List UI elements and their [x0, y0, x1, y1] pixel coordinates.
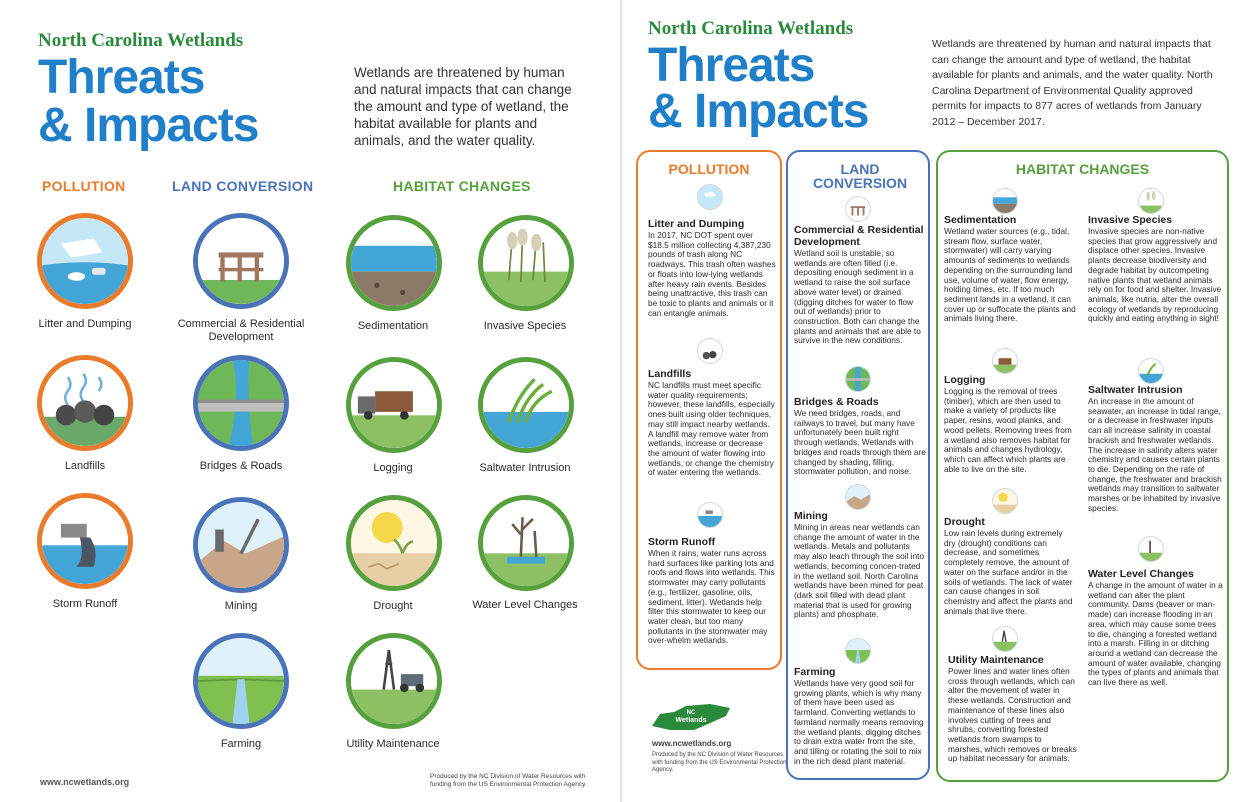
farming-illustration: [193, 633, 289, 729]
page-title-line2: & Impacts: [648, 85, 869, 138]
entry-development: Commercial & Residential Development Wetland soil is unstable, so wetlands are often filled (i.e. depositing enough sediment in a wetland to raise the soil surface above water level) or drained (digging ditches for water to flow out of wetlands) prior to construction. Both can change the plants and animals that are able to survive in the new conditions.: [794, 224, 924, 346]
entry-utility: Utility Maintenance Power lines and water lines often cross through wetlands, which can alter the movement of water in these wetlands. Construction and maintenance of these lines also involves cutting of trees and shrubs, converting forested wetlands from swamps to marshes, which removes or breaks up habitat necessary for animals.: [948, 654, 1077, 764]
logo-wetlands-text: Wetlands: [675, 717, 707, 724]
category-pollution: POLLUTION: [42, 178, 126, 194]
entry-landfills: Landfills NC landfills must meet specific water quality requirements; however, these landfills, especially ones built using older techniques, may still impact nearby wetlands. A landfill may remove water from wetlands, increase or decrease the amount of water flowing into wetlands, or change the chemistry of water entering the wetlands.: [648, 368, 775, 478]
label-invasive: Invasive Species: [483, 320, 567, 332]
logging-illustration: [346, 357, 442, 453]
habitat-box-title: HABITAT CHANGES: [1015, 161, 1150, 177]
land-box-title: LAND CONVERSION: [812, 161, 908, 191]
entry-invasive: Invasive Species Invasive species are non-native species that grow aggressively and displace other species. Invasive plants decrease biodiversity and degrade habitat by outcompeting native plants that wetland animals rely on for food and shelter. Invasive animals, like nutria, alter the overall ecology of wetlands by reproducing quickly and eating anything in sight!: [1088, 214, 1222, 324]
mining-mini-icon: [845, 484, 871, 510]
landfills-illustration: [37, 355, 133, 451]
utility-illustration: [346, 633, 442, 729]
left-page: [0, 0, 620, 802]
label-landfills: Landfills: [64, 460, 106, 472]
drought-illustration: [346, 495, 442, 591]
label-litter: Litter and Dumping: [38, 318, 132, 330]
bridges-illustration: [193, 355, 289, 451]
label-commercial: Commercial & Residential Development: [177, 318, 305, 343]
credit-text: Produced by the NC Division of Water Resources with funding from the US Environmental Protection Agency.: [652, 752, 787, 773]
label-storm-runoff: Storm Runoff: [52, 598, 118, 610]
saltwater-mini-icon: [1138, 358, 1164, 384]
label-saltwater: Saltwater Intrusion: [479, 462, 571, 474]
water-level-mini-icon: [1138, 536, 1164, 562]
litter-illustration: [37, 213, 133, 309]
invasive-illustration: [478, 215, 574, 311]
page-title-line1: Threats: [648, 39, 815, 92]
label-farming: Farming: [220, 738, 262, 750]
nc-wetlands-logo: [650, 700, 732, 734]
invasive-mini-icon: [1138, 188, 1164, 214]
org-name: North Carolina Wetlands: [38, 30, 244, 51]
entry-logging: Logging Logging is the removal of trees (timber), which are then used to make a variety of products like paper, resins, wood planks, and wood pellets. Removing trees from a wetland also removes habitat for animals and changes hydrology, which can affect which plants are able to live on the site.: [944, 374, 1072, 474]
label-drought: Drought: [373, 600, 413, 612]
entry-bridges: Bridges & Roads We need bridges, roads, and railways to travel, but many have unfortunately been built right through wetlands. Wetlands with bridges and roads through them are changed by shading, filling, stormwater pollution, and noise.: [794, 396, 926, 477]
entry-farming: Farming Wetlands have very good soil for growing plants, which is why many of them have been used as farmland. Converting wetlands to farmland normally means removing the wetland plants, digging ditches to drain extra water from the site, and tilling or rotating the soil to mix in the rich dead plant material.: [794, 666, 924, 766]
logo-nc-text: NC: [686, 710, 696, 716]
bridges-mini-icon: [845, 366, 871, 392]
logging-mini-icon: [992, 348, 1018, 374]
label-mining: Mining: [224, 600, 258, 612]
habitat-changes-box: [936, 150, 1229, 782]
farming-mini-icon: [845, 638, 871, 664]
entry-mining: Mining Mining in areas near wetlands can change the amount of water in the wetlands. Metals and pollutants may also leach through the soil into wetlands, becoming concen-trated in the wetland soil. North Carolina wetlands have been mined for peat (dark soil filled with dead plant material that is used for growing plants) and phosphate.: [794, 510, 925, 620]
development-mini-icon: [845, 196, 871, 222]
pollution-box-title: POLLUTION: [668, 161, 750, 177]
category-habitat-changes: HABITAT CHANGES: [393, 178, 531, 194]
sedimentation-illustration: [346, 215, 442, 311]
development-illustration: [193, 213, 289, 309]
intro-text: Wetlands are threatened by human and natural impacts that can change the amount and type of wetland, the habitat available for plants and animals, and the water quality. North Carolina Department of Environmental Quality approved permits for impacts to 877 acres of wetlands from January 2012 – December 2017.: [932, 38, 1213, 128]
entry-litter: Litter and Dumping In 2017, NC DOT spent over $18.5 million collecting 4,387,230 pounds of trash along NC roadways. This trash often washes or floats into low-lying wetlands after heavy rain events. Besides being unattractive, this trash can be toxic to plants and animals or it can entangle animals.: [648, 218, 776, 318]
intro-text: Wetlands are threatened by human and natural impacts that can change the amount and type of wetland, the habitat available for plants and animals, and the water quality.: [354, 65, 572, 148]
label-water-level: Water Level Changes: [472, 599, 578, 611]
entry-storm-runoff: Storm Runoff When it rains, water runs across hard surfaces like parking lots and roofs and flows into wetlands. This stormwater may carry pollutants (e.g., fertilizer, gasoline, oils, sediment, litter). Wetlands help filter this stormwater to keep our water clean, but too many pollutants in the stormwater may over-whelm wetlands.: [648, 536, 775, 646]
right-page: [622, 0, 1242, 802]
website-link[interactable]: www.ncwetlands.org: [652, 739, 732, 748]
credit-text: Produced by the NC Division of Water Resources with funding from the US Environmental Protection Agency.: [430, 773, 587, 788]
label-utility: Utility Maintenance: [346, 738, 440, 750]
label-sedimentation: Sedimentation: [357, 320, 429, 332]
entry-water-level: Water Level Changes A change in the amount of water in a wetland can alter the plant community. Dams (beaver or man-made) can increase flooding in an area, which may cause some trees to die, changing a forested wetland into a marsh. Filling in or ditching around a wetland can decrease the amount of water available, changing the types of plants and animals that can live there as well.: [1088, 568, 1223, 688]
website-link[interactable]: www.ncwetlands.org: [40, 777, 130, 787]
landfills-mini-icon: [697, 338, 723, 364]
label-bridges: Bridges & Roads: [199, 460, 283, 472]
mining-illustration: [193, 497, 289, 593]
storm-runoff-illustration: [37, 493, 133, 589]
sedimentation-mini-icon: [992, 188, 1018, 214]
org-name: North Carolina Wetlands: [648, 18, 854, 39]
drought-mini-icon: [992, 488, 1018, 514]
litter-mini-icon: [697, 184, 723, 210]
saltwater-illustration: [478, 357, 574, 453]
entry-sedimentation: Sedimentation Wetland water sources (e.g., tidal, stream flow, surface water, stormwater) will carry varying amounts of sediments to wetlands depending on the surrounding land use, volume of water, flow energy, holding times, etc. If too much sediment lands in a wetland, it can cover up or suffocate the plants and animals living there.: [944, 214, 1076, 324]
label-logging: Logging: [373, 462, 413, 474]
utility-mini-icon: [992, 626, 1018, 652]
entry-drought: Drought Low rain levels during extremely dry (drought) conditions can decrease, and sometimes completely remove, the amount of water on the surface and/or in the soils of wetlands. The lack of water can cause changes in soil chemistry and affect the plants and animals that live there.: [944, 516, 1073, 616]
land-conversion-box: [786, 150, 930, 780]
category-land-conversion: LAND CONVERSION: [172, 178, 314, 194]
page-title-line2: & Impacts: [38, 99, 259, 152]
storm-mini-icon: [697, 502, 723, 528]
pollution-box: [636, 150, 782, 670]
entry-saltwater: Saltwater Intrusion An increase in the amount of seawater, an increase in tidal range, or a decrease in freshwater inputs can all increase salinity in coastal brackish and freshwater wetlands. The increase in salinity alters water chemistry and causes certain plants to die. Depending on the rate of change, the freshwater and brackish wetlands may transition to saltwater marshes or be inhabited by invasive species.: [1088, 384, 1222, 513]
water-level-illustration: [478, 495, 574, 591]
page-title-line1: Threats: [38, 51, 205, 104]
